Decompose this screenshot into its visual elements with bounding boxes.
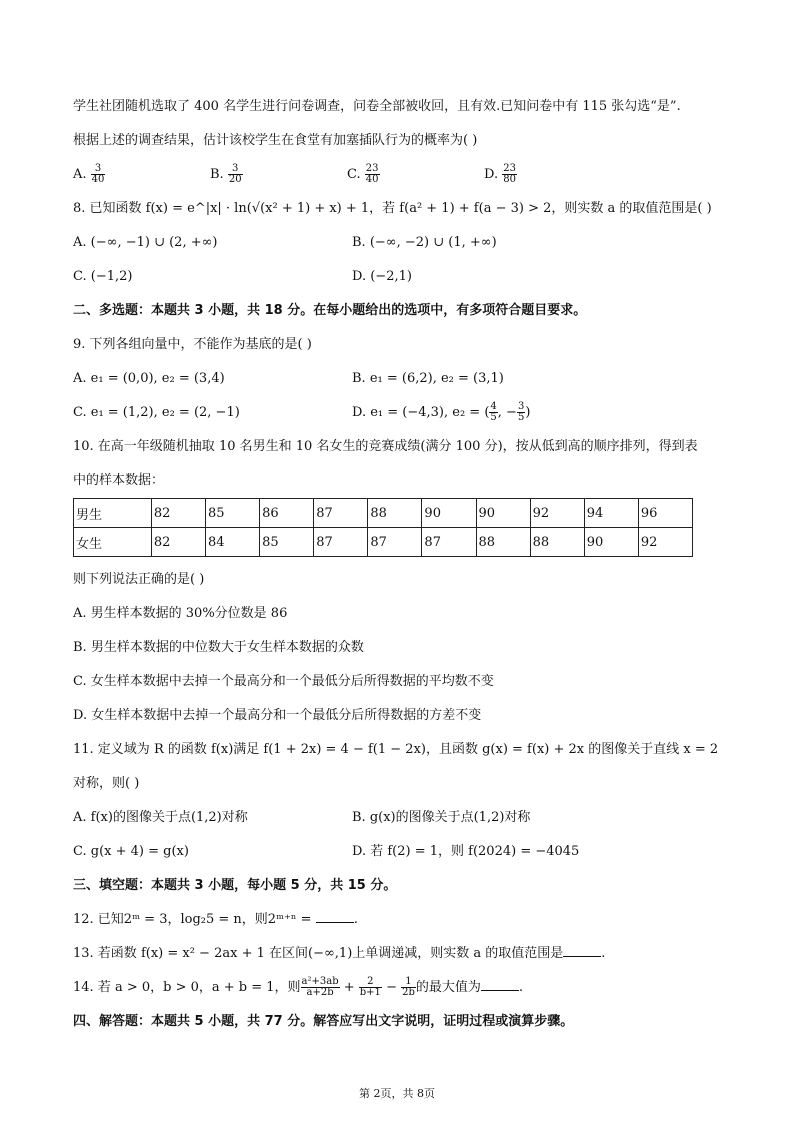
q13: 13. 若函数 f(x) = x² − 2ax + 1 在区间(−∞,1)上单调递减，则实数 a 的取值范围是 . (73, 946, 606, 961)
q8-option-d: D. (−2,1) (352, 269, 412, 284)
q9-option-a: A. e₁ = (0,0), e₂ = (3,4) (73, 371, 225, 386)
q10-option-b: B. 男生样本数据的中位数大于女生样本数据的众数 (73, 640, 364, 655)
answer-blank (563, 944, 601, 957)
q9-option-c: C. e₁ = (1,2), e₂ = (2, −1) (73, 405, 240, 420)
score-table (73, 498, 693, 557)
q11-options-row1 (73, 807, 723, 829)
table-cell: 92 (530, 499, 584, 528)
q10-line2: 中的样本数据： (73, 473, 165, 488)
q11-option-a: A. f(x)的图像关于点(1,2)对称 (73, 810, 248, 825)
q7-option-c: C. $\frac{23}{40}$ (347, 163, 379, 185)
q8-option-c: C. (−1,2) (73, 269, 133, 284)
table-cell: 94 (584, 499, 638, 528)
q12: 12. 已知2ᵐ = 3，log₂5 = n，则2ᵐ⁺ⁿ = . (73, 912, 358, 927)
fraction: $\frac{23}{80}$ (503, 163, 516, 185)
fraction: $\frac{2}{b+1}$ (359, 976, 381, 998)
table-cell: 90 (422, 499, 476, 528)
q7-option-d: D. $\frac{23}{80}$ (484, 163, 516, 185)
q9-option-d: D. e₁ = (−4,3), e₂ = ( $\frac{4}{5}$ , − $\frac{3}{5}$ ) (352, 401, 531, 423)
section-2-heading: 二、多选题：本题共 3 小题，共 18 分。在每小题给出的选项中，有多项符合题目要求。 (73, 303, 587, 318)
answer-blank (481, 978, 519, 991)
q7-line2: 根据上述的调查结果，估计该校学生在食堂有加塞插队行为的概率为( ) (73, 133, 478, 148)
table-cell: 87 (314, 499, 368, 528)
q8-stem: 8. 已知函数 f(x) = e^|x| · ln(√(x² + 1) + x) + 1，若 f(a² + 1) + f(a − 3) > 2，则实数 a 的取值范围是( ) (73, 201, 712, 216)
q7-option-a: A. $\frac{3}{40}$ (73, 163, 105, 185)
table-cell: 88 (368, 499, 422, 528)
q9-option-b: B. e₁ = (6,2), e₂ = (3,1) (352, 371, 504, 386)
q11-option-d: D. 若 f(2) = 1，则 f(2024) = −4045 (352, 844, 580, 859)
section-4-heading: 四、解答题：本题共 5 小题，共 77 分。解答应写出文字说明，证明过程或演算步骤。 (73, 1014, 574, 1029)
table-cell: 90 (476, 499, 530, 528)
table-cell: 87 (314, 528, 368, 557)
table-cell: 88 (476, 528, 530, 557)
table-cell: 92 (638, 528, 692, 557)
table-cell: 87 (422, 528, 476, 557)
table-row (74, 528, 693, 557)
q8-options-row1 (73, 232, 723, 254)
fraction: $\frac{23}{40}$ (365, 163, 379, 185)
fraction: $\frac{\text{a²+3ab}}{a+2b}$ (301, 976, 339, 998)
q8-options-row2 (73, 266, 723, 288)
answer-blank (316, 910, 354, 923)
q14: 14. 若 a > 0，b > 0，a + b = 1，则 $\frac{\text{a²+3ab}}{a+2b}$ + $\frac{2}{b+1}$ − $\frac{1}{2b}$ 的最大值为 . (73, 976, 524, 998)
table-cell: 96 (638, 499, 692, 528)
q8-option-b: B. (−∞, −2) ∪ (1, +∞) (352, 235, 497, 250)
row-header-cell: 男生 (74, 499, 152, 528)
fraction: $\frac{3}{20}$ (228, 163, 242, 185)
q9-options-row2 (73, 402, 723, 424)
q7-option-b: B. $\frac{3}{20}$ (210, 163, 242, 185)
table-cell: 82 (151, 499, 205, 528)
table-row (74, 499, 693, 528)
q9-options-row1 (73, 368, 723, 390)
page-footer: 第 2页，共 8页 (359, 1087, 435, 1100)
table-cell: 84 (205, 528, 259, 557)
exam-page (73, 96, 723, 1033)
table-cell: 90 (584, 528, 638, 557)
q9-stem: 9. 下列各组向量中，不能作为基底的是( ) (73, 337, 312, 352)
q10-option-a: A. 男生样本数据的 30%分位数是 86 (73, 606, 288, 621)
q11-line2: 对称，则( ) (73, 776, 140, 791)
table-cell: 82 (151, 528, 205, 557)
q11-option-b: B. g(x)的图像关于点(1,2)对称 (352, 810, 531, 825)
fraction: $\frac{1}{2b}$ (402, 976, 415, 998)
section-3-heading: 三、填空题：本题共 3 小题，每小题 5 分，共 15 分。 (73, 878, 397, 893)
fraction: $\frac{4}{5}$ (490, 401, 497, 423)
q7-options (73, 164, 723, 186)
table-cell: 86 (260, 499, 314, 528)
q7-line1: 学生社团随机选取了 400 名学生进行问卷调查，问卷全部被收回，且有效.已知问卷中有 115 张勾选“是”. (73, 99, 681, 114)
q11-line1: 11. 定义域为 R 的函数 f(x)满足 f(1 + 2x) = 4 − f(1 − 2x)，且函数 g(x) = f(x) + 2x 的图像关于直线 x = 2 (73, 742, 719, 757)
table-cell: 87 (368, 528, 422, 557)
fraction: $\frac{3}{5}$ (517, 401, 525, 423)
q10-after: 则下列说法正确的是( ) (73, 572, 205, 587)
q8-option-a: A. (−∞, −1) ∪ (2, +∞) (73, 235, 218, 250)
row-header-cell: 女生 (74, 528, 152, 557)
table-cell: 85 (205, 499, 259, 528)
q11-option-c: C. g(x + 4) = g(x) (73, 844, 189, 859)
table-cell: 88 (530, 528, 584, 557)
q10-option-c: C. 女生样本数据中去掉一个最高分和一个最低分后所得数据的平均数不变 (73, 674, 494, 689)
q11-options-row2 (73, 841, 723, 863)
q10-option-d: D. 女生样本数据中去掉一个最高分和一个最低分后所得数据的方差不变 (73, 708, 482, 723)
table-cell: 85 (260, 528, 314, 557)
fraction: $\frac{3}{40}$ (91, 163, 105, 185)
q10-line1: 10. 在高一年级随机抽取 10 名男生和 10 名女生的竞赛成绩(满分 100 分)，按从低到高的顺序排列，得到表 (73, 439, 698, 454)
